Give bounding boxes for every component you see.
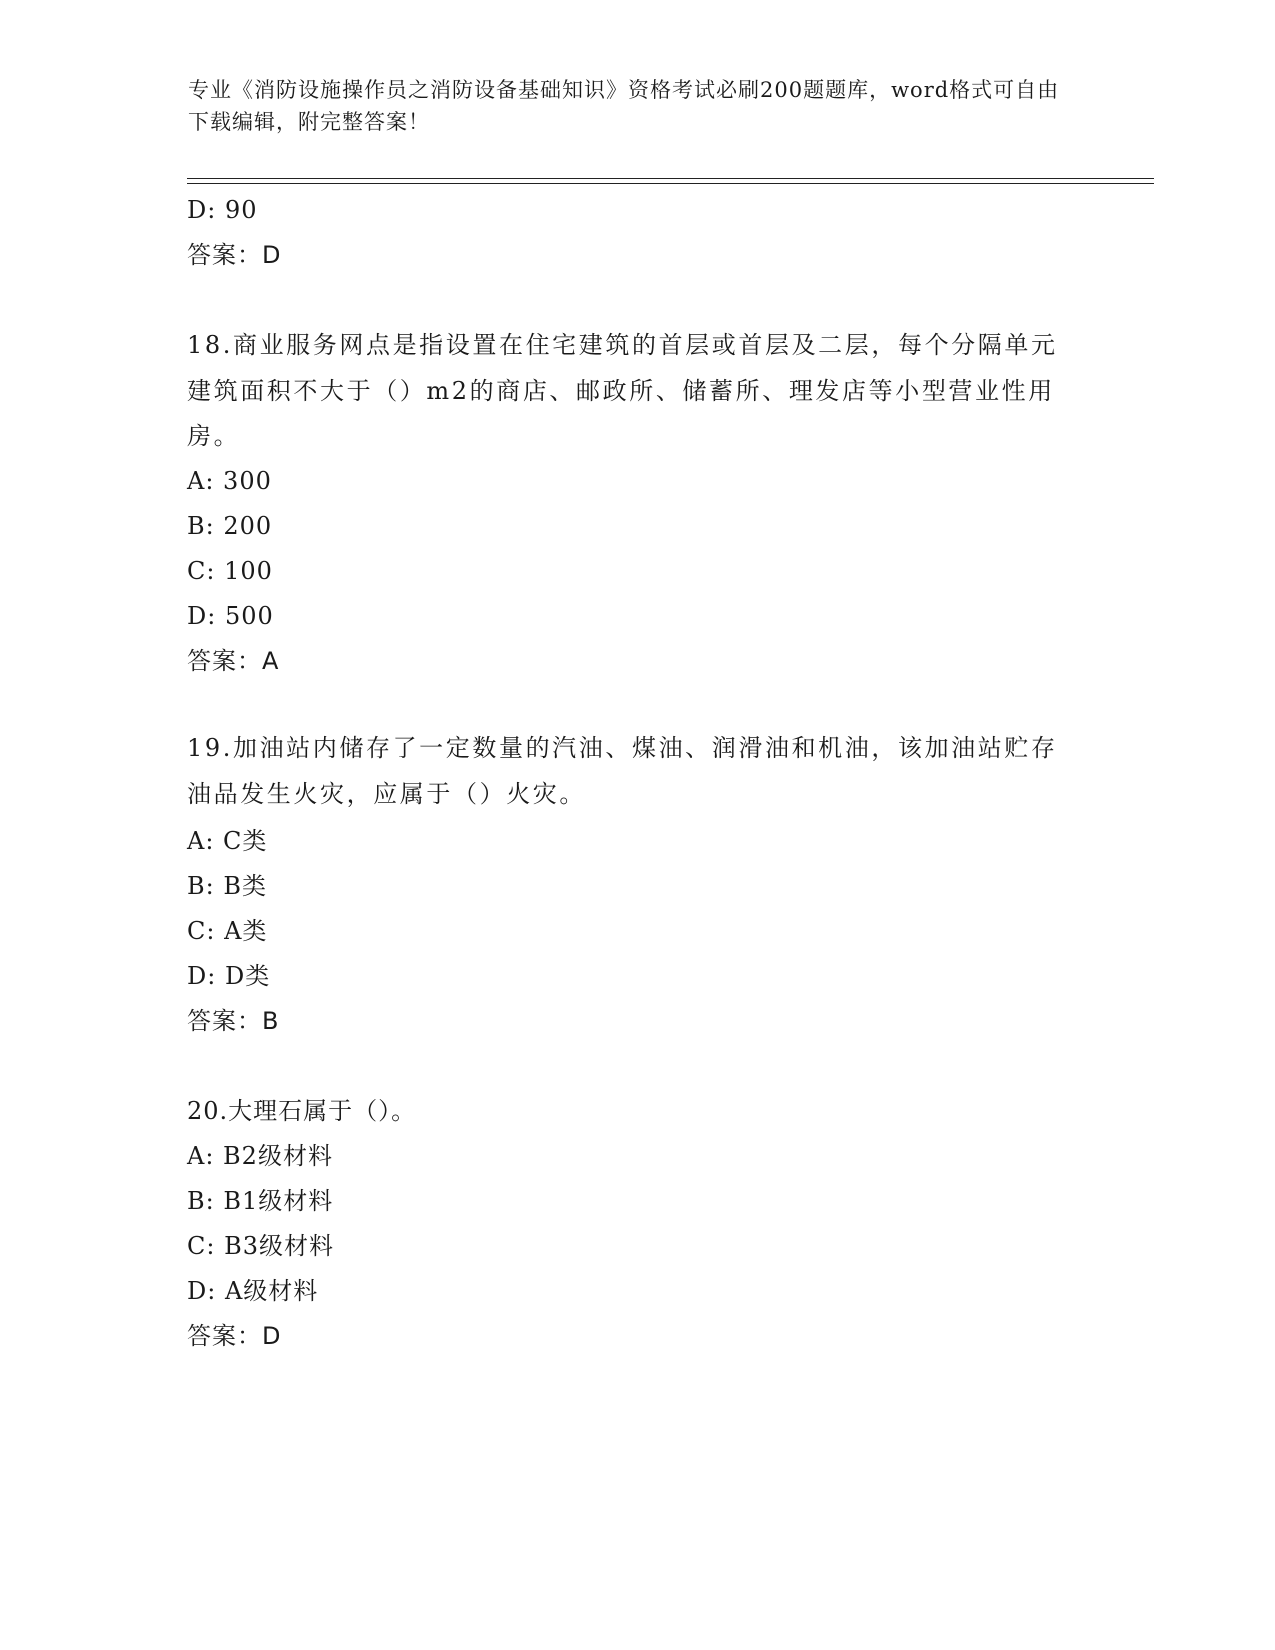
header-divider-bottom [187, 183, 1154, 184]
q18-answer: 答案：A [187, 647, 280, 675]
q20-stem: 20.大理石属于（）。 [187, 1097, 417, 1125]
q19-option-d: D: D类 [187, 962, 271, 990]
q18-option-c: C: 100 [187, 557, 273, 585]
q18-stem: 18.商业服务网点是指设置在住宅建筑的首层或首层及二层，每个分隔单元建筑面积不大于（）m2的商店、邮政所、储蓄所、理发店等小型营业性用房。 [187, 331, 1058, 450]
q19-option-c: C: A类 [187, 917, 268, 945]
q20-answer: 答案：D [187, 1322, 282, 1350]
header-divider-top [187, 178, 1154, 179]
q20-option-c: C: B3级材料 [187, 1232, 334, 1260]
q20-option-d: D: A级材料 [187, 1277, 319, 1305]
document-header: 专业《消防设施操作员之消防设备基础知识》资格考试必刷200题题库，word格式可自由下载编辑，附完整答案！ [188, 78, 1060, 134]
q17-option-d: D: 90 [187, 196, 258, 224]
q19-option-b: B: B类 [187, 872, 267, 900]
q17-answer: 答案：D [187, 241, 282, 269]
q18-option-a: A: 300 [187, 467, 272, 495]
q19-answer: 答案：B [187, 1007, 280, 1035]
q18-option-d: D: 500 [187, 602, 274, 630]
q20-option-a: A: B2级材料 [187, 1142, 333, 1170]
q18-option-b: B: 200 [187, 512, 273, 540]
q19-stem: 19.加油站内储存了一定数量的汽油、煤油、润滑油和机油，该加油站贮存油品发生火灾，应属于（）火灾。 [187, 734, 1058, 808]
q19-option-a: A: C类 [187, 827, 268, 855]
q20-option-b: B: B1级材料 [187, 1187, 334, 1215]
